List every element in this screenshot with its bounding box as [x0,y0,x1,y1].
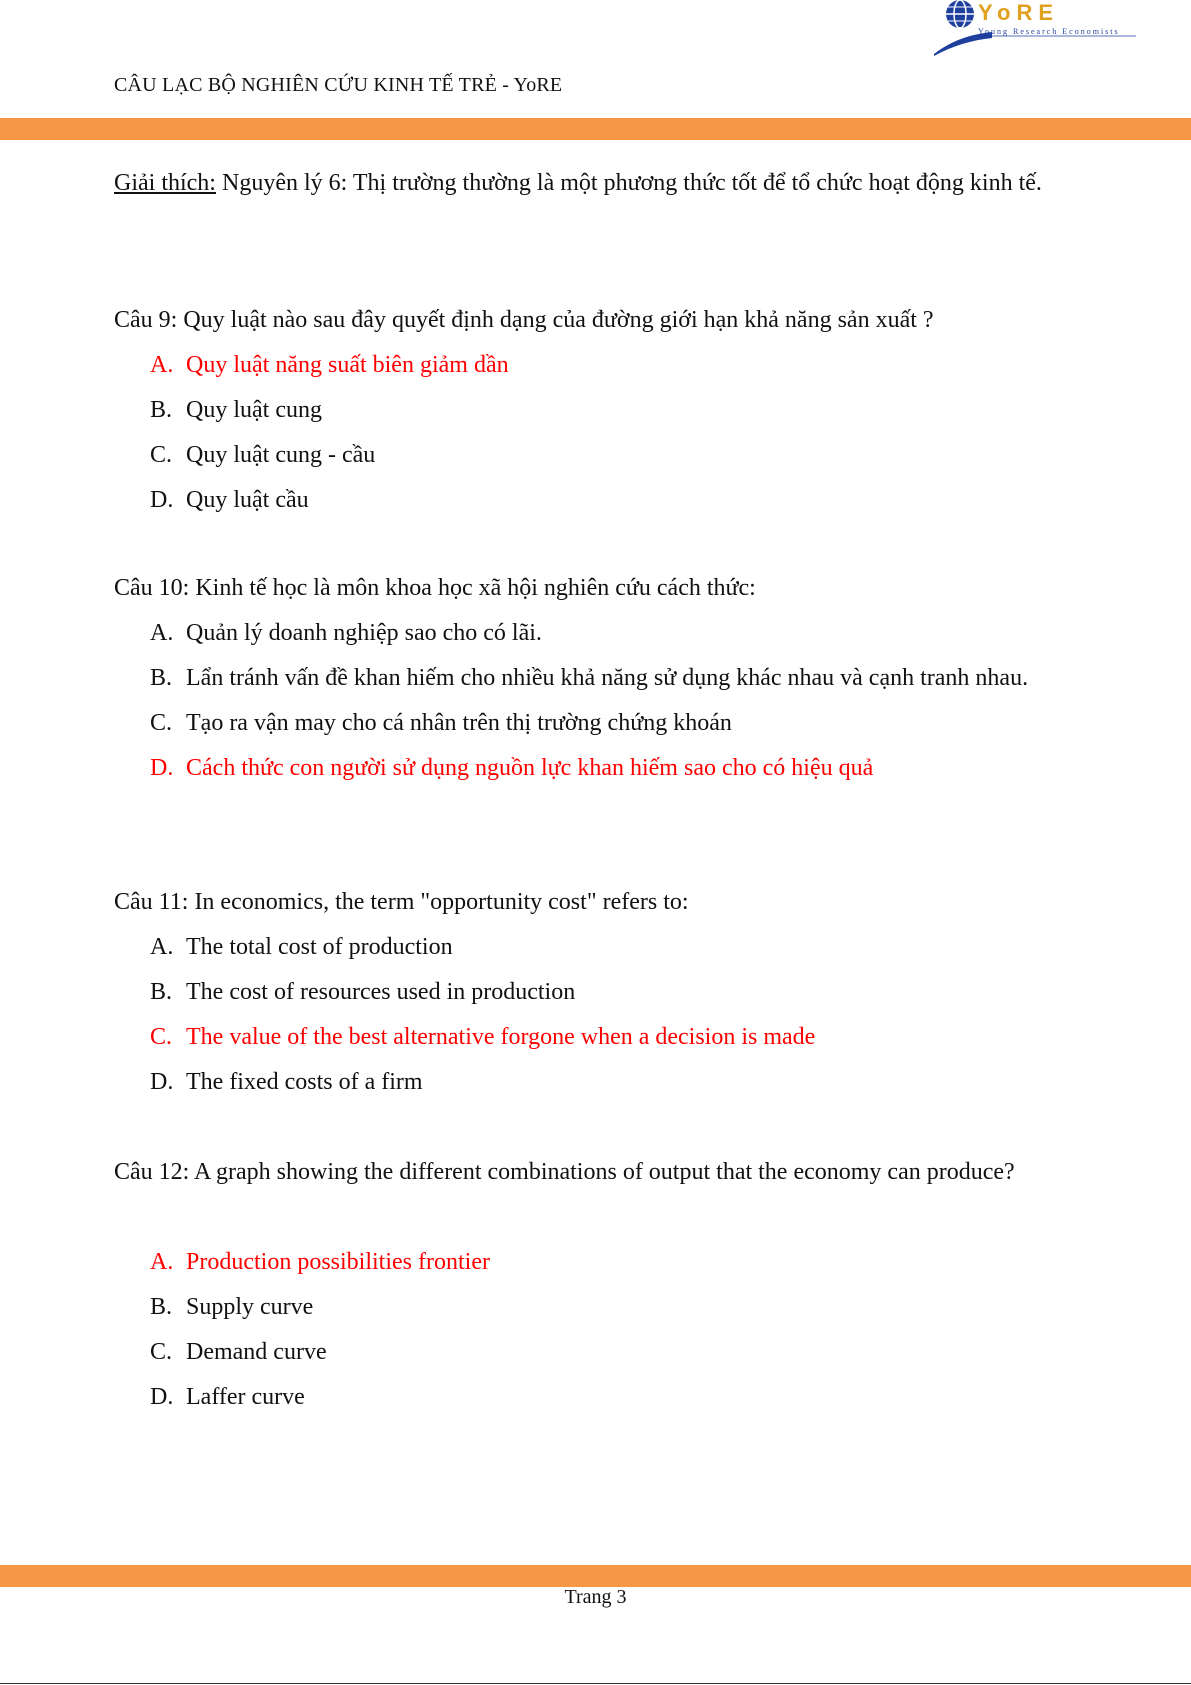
option-c: C. Demand curve [150,1339,327,1365]
explanation-paragraph [114,161,1075,206]
option-b: B. The cost of resources used in production [150,979,576,1005]
option-b: B. Lẩn tránh vấn đề khan hiếm cho nhiều khả năng sử dụng khác nhau và cạnh tranh nhau. [150,665,1029,691]
explanation-label: Giải thích: [114,170,216,196]
logo-tagline: Young Research Economists [978,27,1120,36]
logo-wordmark: YoRE [978,0,1060,25]
option-a-correct: A. Quy luật năng suất biên giảm dần [150,352,509,378]
option-d-correct: D. Cách thức con người sử dụng nguồn lực khan hiếm sao cho có hiệu quả [150,755,874,781]
question-9-prompt: Câu 9: Quy luật nào sau đây quyết định dạng của đường giới hạn khả năng sản xuất ? [114,307,934,333]
option-b: B. Supply curve [150,1294,314,1320]
option-a: A. The total cost of production [150,934,453,960]
header-divider-bar [0,118,1191,140]
question-10-options [150,611,1075,791]
page-number: Trang 3 [564,1586,627,1608]
option-c-correct: C. The value of the best alternative forgone when a decision is made [150,1024,816,1050]
bottom-rule [0,1683,1191,1684]
option-d: D. Quy luật cầu [150,487,309,513]
option-a-correct: A. Production possibilities frontier [150,1249,490,1275]
option-a: A. Quản lý doanh nghiệp sao cho có lãi. [150,620,542,646]
question-11-prompt: Câu 11: In economics, the term "opportunity cost" refers to: [114,889,689,915]
question-12-options [150,1240,1075,1420]
question-11-options [150,925,1075,1105]
explanation-text: Nguyên lý 6: Thị trường thường là một phương thức tốt để tổ chức hoạt động kinh tế. [215,170,1042,196]
header-title: CÂU LẠC BỘ NGHIÊN CỨU KINH TẾ TRẺ - YoRE [114,74,563,96]
question-9-options [150,343,1075,523]
option-c: C. Tạo ra vận may cho cá nhân trên thị trường chứng khoán [150,710,732,736]
question-10-prompt: Câu 10: Kinh tế học là môn khoa học xã hội nghiên cứu cách thức: [114,575,756,601]
option-b: B. Quy luật cung [150,397,322,423]
yore-logo [932,0,1138,56]
option-d: D. Laffer curve [150,1384,305,1410]
footer-divider-bar [0,1565,1191,1587]
option-d: D. The fixed costs of a firm [150,1069,423,1095]
question-12-prompt: Câu 12: A graph showing the different combinations of output that the economy can produce? [114,1159,1015,1185]
option-c: C. Quy luật cung - cầu [150,442,376,468]
